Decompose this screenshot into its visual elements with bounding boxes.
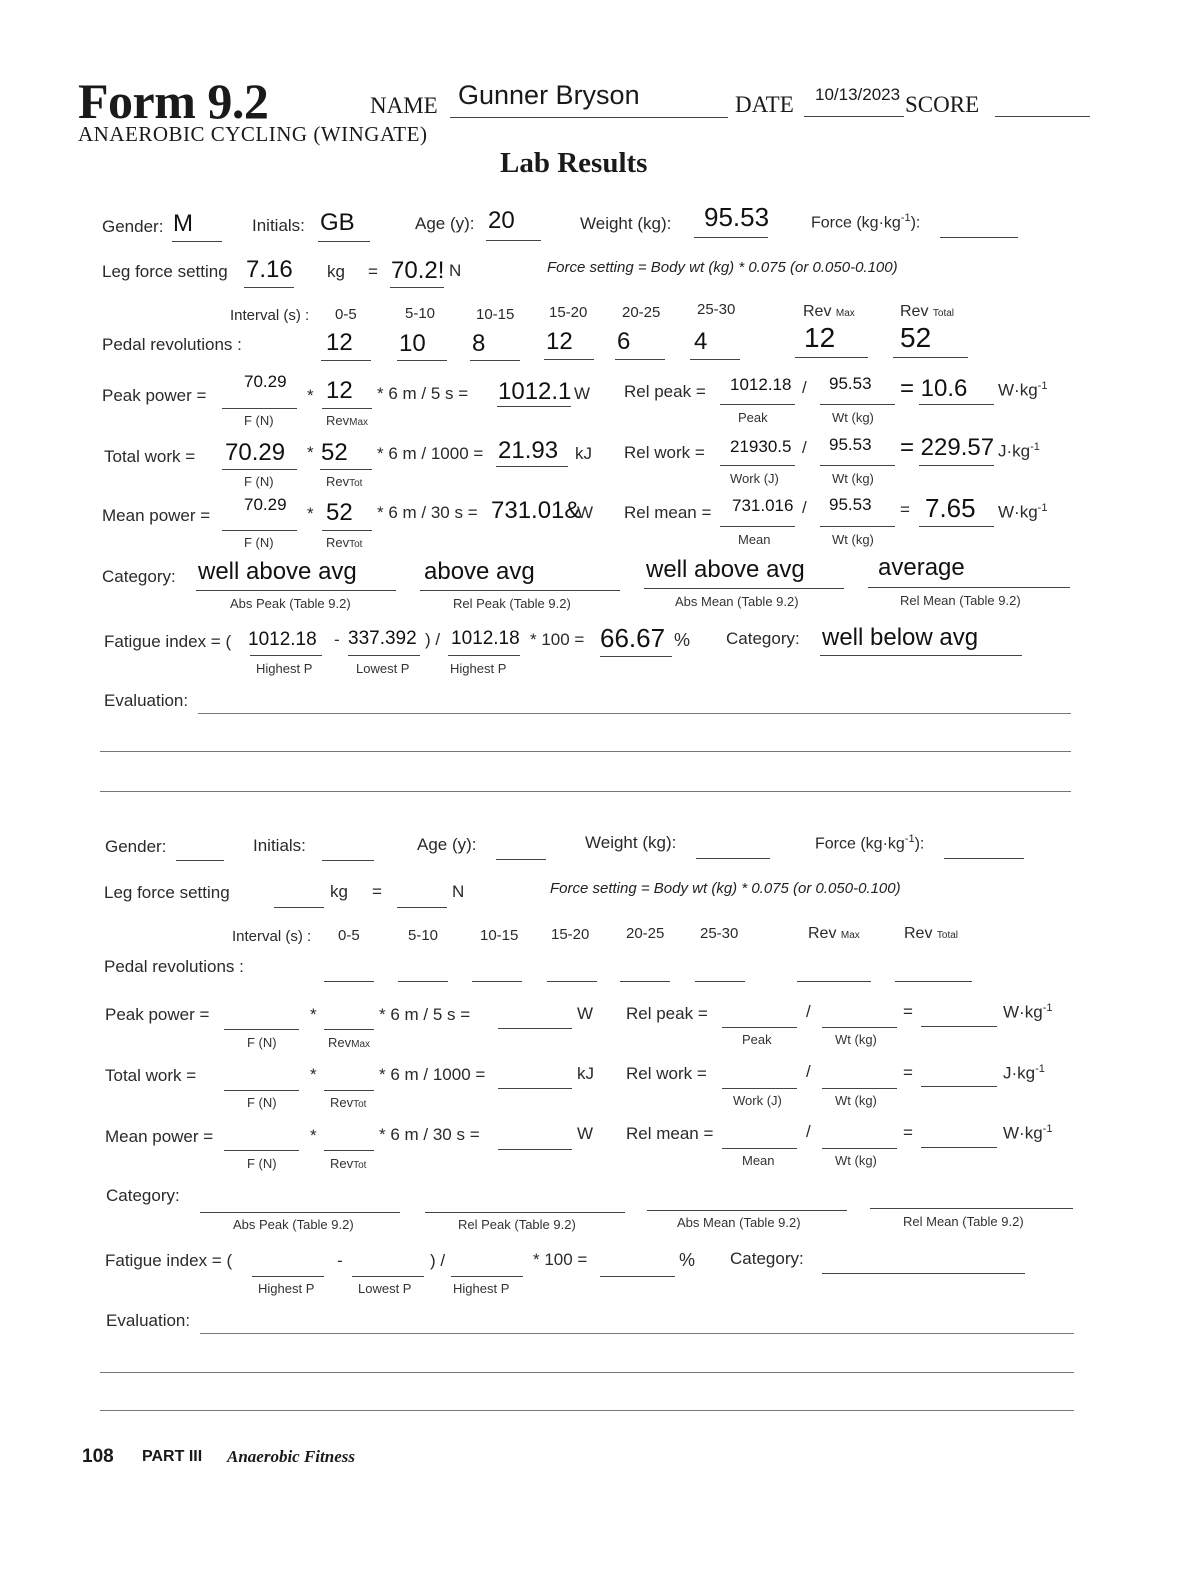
age-line xyxy=(486,240,541,241)
evaluation-line-2-2[interactable] xyxy=(100,1372,1074,1373)
mean-rev-value[interactable]: 52 xyxy=(326,499,353,526)
rel-mean-unit-2: $W\cdot kg^{-1}$ xyxy=(1003,1123,1053,1143)
rel-work-val-line-2[interactable] xyxy=(921,1086,997,1087)
weight-label: Weight (kg): xyxy=(580,214,672,233)
mean-power-label: Mean power = xyxy=(102,506,211,525)
gender-line xyxy=(172,241,222,242)
evaluation-label-2: Evaluation: xyxy=(106,1311,191,1330)
rel-mean-label-2: Rel mean = xyxy=(626,1124,714,1143)
mean-f-line xyxy=(222,530,297,531)
date-line xyxy=(804,116,904,117)
interval-25-30-2: 25-30 xyxy=(700,925,739,942)
mean-star-2: * xyxy=(310,1126,317,1145)
mean-formula: * 6 m / 30 s = xyxy=(377,503,478,522)
rev-line-2-5[interactable] xyxy=(695,981,745,982)
page-number: 108 xyxy=(82,1446,114,1467)
evaluation-line-2-1[interactable] xyxy=(200,1333,1074,1334)
fi-value-line xyxy=(600,656,672,657)
rel-mean-numerator[interactable]: 731.016 xyxy=(732,496,794,515)
work-f-line xyxy=(222,469,297,470)
rel-peak-equals-2: = xyxy=(903,1002,913,1021)
cat-rel-peak-line xyxy=(420,590,620,591)
weight-value[interactable]: 95.53 xyxy=(704,202,770,232)
fi-highest-line-b[interactable] xyxy=(252,1276,324,1277)
fi-lowest-caption-b: Lowest P xyxy=(358,1281,412,1296)
peak-f-caption: F (N) xyxy=(244,413,274,428)
rel-work-caption-2: Work (J) xyxy=(733,1093,782,1108)
mean-w-unit-2: W xyxy=(577,1124,594,1143)
rel-peak-numerator[interactable]: 1012.18 xyxy=(730,375,792,394)
rel-mean-wt-line-2[interactable] xyxy=(822,1148,897,1149)
leg-force-n-value[interactable]: 70.2! xyxy=(391,257,445,284)
rev-line-2-2[interactable] xyxy=(472,981,522,982)
peak-rev-line xyxy=(322,408,372,409)
fi-lowest-line xyxy=(348,655,420,656)
fi-value[interactable]: 66.67 xyxy=(600,623,666,653)
fi-category-label: Category: xyxy=(726,629,800,648)
total-work-label-2: Total work = xyxy=(105,1066,197,1085)
fi-minus: - xyxy=(334,630,340,649)
rel-peak-wt-caption: Wt (kg) xyxy=(832,410,874,425)
rev-total-line-2[interactable] xyxy=(895,981,972,982)
rev-line-2-3[interactable] xyxy=(547,981,597,982)
rel-mean-slash-2: / xyxy=(806,1122,811,1141)
fi-highest-line-2 xyxy=(448,655,520,656)
initials-label-2: Initials: xyxy=(253,836,306,855)
rev-max-line-2[interactable] xyxy=(797,981,871,982)
interval-5-10: 5-10 xyxy=(405,305,436,322)
gender-label: Gender: xyxy=(102,217,164,236)
fi-lowest-caption: Lowest P xyxy=(356,661,410,676)
rev-max-header: Rev Max xyxy=(803,303,855,320)
rel-peak-value[interactable]: = 10.6 xyxy=(900,375,968,402)
rel-mean-unit: $W\cdot kg^{-1}$ xyxy=(998,502,1048,522)
rel-mean-value[interactable]: 7.65 xyxy=(925,493,976,523)
rel-mean-equals: = xyxy=(900,500,910,519)
evaluation-line-2[interactable] xyxy=(100,751,1071,752)
initials-line xyxy=(318,241,370,242)
age-label-2: Age (y): xyxy=(417,835,477,854)
rev-line-5 xyxy=(690,359,740,360)
peak-star-2: * xyxy=(310,1005,317,1024)
peak-watts-value[interactable]: 1012.1 xyxy=(498,378,572,405)
peak-rev-line-2[interactable] xyxy=(324,1029,374,1030)
mean-f-caption-2: F (N) xyxy=(247,1156,277,1171)
fi-highest-caption-b: Highest P xyxy=(258,1281,315,1296)
peak-f-line-2[interactable] xyxy=(224,1029,299,1030)
peak-rev-caption: RevMax xyxy=(326,413,369,428)
fi-times-100-2: * 100 = xyxy=(533,1250,588,1269)
cat-rel-peak-value[interactable]: above avg xyxy=(424,558,535,585)
rel-peak-label-2: Rel peak = xyxy=(626,1004,708,1023)
rev-max-header-2: Rev Max xyxy=(808,925,860,942)
footer-part-title: Anaerobic Fitness xyxy=(227,1447,355,1466)
rel-work-label: Rel work = xyxy=(624,443,705,462)
footer-part: PART III xyxy=(142,1448,203,1465)
force-setting-note: Force setting = Body wt (kg) * 0.075 (or 0.050-0.100) xyxy=(547,259,898,276)
peak-power-label: Peak power = xyxy=(102,386,207,405)
form-title: Form 9.2 xyxy=(78,73,269,129)
fi-highest-value-2[interactable]: 1012.18 xyxy=(451,628,520,649)
peak-rev-caption-2: RevMax xyxy=(328,1035,371,1050)
mean-f-value[interactable]: 70.29 xyxy=(244,495,287,514)
name-label: NAME xyxy=(370,93,438,118)
fi-highest-line xyxy=(250,655,322,656)
rel-work-val-line xyxy=(919,465,994,466)
interval-label: Interval (s) : xyxy=(230,307,310,324)
fi-value-line-b[interactable] xyxy=(600,1276,675,1277)
interval-5-10-2: 5-10 xyxy=(408,927,439,944)
rev-10-15[interactable]: 8 xyxy=(472,330,486,357)
rel-mean-val-line xyxy=(919,526,994,527)
interval-0-5: 0-5 xyxy=(335,306,357,323)
rev-line-4 xyxy=(615,359,665,360)
score-label: SCORE xyxy=(905,92,980,117)
work-f-caption-2: F (N) xyxy=(247,1095,277,1110)
rel-peak-wt-caption-2: Wt (kg) xyxy=(835,1032,877,1047)
interval-20-25: 20-25 xyxy=(622,304,661,321)
rev-20-25[interactable]: 6 xyxy=(617,328,631,355)
evaluation-line-3[interactable] xyxy=(100,791,1071,792)
rel-peak-label: Rel peak = xyxy=(624,382,706,401)
total-work-label: Total work = xyxy=(104,447,196,466)
cat-abs-mean-caption: Abs Mean (Table 9.2) xyxy=(675,594,799,609)
mean-rev-caption: RevTot xyxy=(326,535,363,550)
peak-formula: * 6 m / 5 s = xyxy=(377,384,469,403)
work-rev-caption: RevTot xyxy=(326,474,363,489)
gender-value[interactable]: M xyxy=(173,210,193,237)
cat-abs-peak-line xyxy=(196,590,396,591)
category-label: Category: xyxy=(102,567,176,586)
equals-sign-2: = xyxy=(372,882,382,901)
peak-star: * xyxy=(307,386,314,405)
date-label: DATE xyxy=(735,92,794,117)
peak-f-value[interactable]: 70.29 xyxy=(244,372,287,391)
initials-label: Initials: xyxy=(252,216,305,235)
mean-rev-line-2[interactable] xyxy=(324,1150,374,1151)
cat-abs-peak-caption: Abs Peak (Table 9.2) xyxy=(230,596,351,611)
leg-force-kg-value[interactable]: 7.16 xyxy=(246,256,293,283)
kg-label: kg xyxy=(327,262,345,281)
rel-work-numerator[interactable]: 21930.5 xyxy=(730,437,792,456)
kg-label-2: kg xyxy=(330,882,348,901)
mean-formula-2: * 6 m / 30 s = xyxy=(379,1125,480,1144)
mean-star: * xyxy=(307,504,314,523)
name-value[interactable]: Gunner Bryson xyxy=(458,80,640,110)
rev-25-30[interactable]: 4 xyxy=(694,328,708,355)
leg-force-label-2: Leg force setting xyxy=(104,883,230,902)
rel-mean-caption-2: Mean xyxy=(742,1153,775,1168)
interval-20-25-2: 20-25 xyxy=(626,925,665,942)
pedal-revs-label-2: Pedal revolutions : xyxy=(104,957,244,976)
interval-10-15: 10-15 xyxy=(476,306,515,323)
rev-total-value[interactable]: 52 xyxy=(900,322,932,353)
work-star-2: * xyxy=(310,1065,317,1084)
evaluation-line-1[interactable] xyxy=(198,713,1071,714)
peak-power-label-2: Peak power = xyxy=(105,1005,210,1024)
rev-line-1 xyxy=(397,360,447,361)
rel-work-weight[interactable]: 95.53 xyxy=(829,435,872,454)
fi-category-label-2: Category: xyxy=(730,1249,804,1268)
cat-rel-peak-line-2[interactable] xyxy=(425,1212,625,1213)
cat-rel-mean-value[interactable]: average xyxy=(878,554,965,581)
cat-abs-peak-line-2[interactable] xyxy=(200,1212,400,1213)
leg-force-label: Leg force setting xyxy=(102,262,228,281)
rel-peak-num-line-2[interactable] xyxy=(722,1027,797,1028)
rel-work-equals-2: = xyxy=(903,1063,913,1082)
category-label-2: Category: xyxy=(106,1186,180,1205)
age-label: Age (y): xyxy=(415,214,475,233)
interval-25-30: 25-30 xyxy=(697,301,736,318)
n-label-2: N xyxy=(452,882,465,901)
rev-line-2-4[interactable] xyxy=(620,981,670,982)
initials-line-2[interactable] xyxy=(322,860,374,861)
weight-line-2[interactable] xyxy=(696,858,770,859)
initials-value[interactable]: GB xyxy=(320,209,355,236)
mean-f-caption: F (N) xyxy=(244,535,274,550)
weight-label-2: Weight (kg): xyxy=(585,833,677,852)
force-line[interactable] xyxy=(940,237,1018,238)
rel-mean-num-line-2[interactable] xyxy=(722,1148,797,1149)
fi-highest-caption: Highest P xyxy=(256,661,313,676)
evaluation-line-2-3[interactable] xyxy=(100,1410,1074,1411)
rel-peak-val-line-2[interactable] xyxy=(921,1026,997,1027)
fi-highest-value[interactable]: 1012.18 xyxy=(248,629,317,650)
rel-mean-slash: / xyxy=(802,498,807,517)
fi-lowest-value[interactable]: 337.392 xyxy=(348,628,417,649)
peak-watts-line xyxy=(497,406,571,407)
cat-abs-peak-caption-2: Abs Peak (Table 9.2) xyxy=(233,1217,354,1232)
rev-line-2 xyxy=(470,360,520,361)
work-rev-caption-2: RevTot xyxy=(330,1095,367,1110)
rel-mean-label: Rel mean = xyxy=(624,503,712,522)
mean-watts-value[interactable]: 731.01& xyxy=(491,497,581,524)
peak-f-line xyxy=(222,408,297,409)
rel-mean-equals-2: = xyxy=(903,1123,913,1142)
interval-15-20-2: 15-20 xyxy=(551,926,590,943)
leg-force-kg-line xyxy=(244,287,294,288)
lab-results-title: Lab Results xyxy=(500,147,648,179)
rel-mean-weight[interactable]: 95.53 xyxy=(829,495,872,514)
work-star: * xyxy=(307,443,314,462)
rel-work-unit: $J\cdot kg^{-1}$ xyxy=(998,441,1040,461)
peak-rev-value[interactable]: 12 xyxy=(326,377,353,404)
interval-label-2: Interval (s) : xyxy=(232,928,312,945)
rel-work-num-line-2[interactable] xyxy=(722,1088,797,1089)
work-formula-2: * 6 m / 1000 = xyxy=(379,1065,486,1084)
fatigue-index-label: Fatigue index = ( xyxy=(104,632,232,651)
work-kj-unit: kJ xyxy=(575,444,592,463)
score-line[interactable] xyxy=(995,116,1090,117)
rel-work-unit-2: $J\cdot kg^{-1}$ xyxy=(1003,1063,1045,1083)
rel-peak-weight[interactable]: 95.53 xyxy=(829,374,872,393)
force-line-2[interactable] xyxy=(944,858,1024,859)
rev-line-2-1[interactable] xyxy=(398,981,448,982)
mean-w-unit: W xyxy=(577,503,594,522)
n-label: N xyxy=(449,261,462,280)
fi-percent-2: % xyxy=(679,1250,696,1270)
rev-total-header-2: Rev Total xyxy=(904,925,959,942)
rev-max-line xyxy=(795,357,868,358)
rev-line-0 xyxy=(321,360,371,361)
work-rev-value[interactable]: 52 xyxy=(321,439,348,466)
fi-lowest-line-b[interactable] xyxy=(352,1276,424,1277)
peak-w-unit: W xyxy=(574,384,591,403)
cat-abs-peak-value[interactable]: well above avg xyxy=(198,558,357,585)
cat-rel-mean-line xyxy=(868,587,1070,588)
name-line xyxy=(450,117,728,118)
cat-rel-mean-caption: Rel Mean (Table 9.2) xyxy=(900,593,1021,608)
cat-rel-mean-line-2[interactable] xyxy=(870,1208,1073,1209)
work-f-value[interactable]: 70.29 xyxy=(225,439,286,466)
rel-work-wt-caption: Wt (kg) xyxy=(832,471,874,486)
rel-work-value[interactable]: = 229.57 xyxy=(900,434,995,461)
cat-rel-mean-caption-2: Rel Mean (Table 9.2) xyxy=(903,1214,1024,1229)
fi-highest-caption-2: Highest P xyxy=(450,661,507,676)
rev-5-10[interactable]: 10 xyxy=(399,330,426,357)
rel-peak-caption-2: Peak xyxy=(742,1032,772,1047)
mean-f-line-2[interactable] xyxy=(224,1150,299,1151)
peak-formula-2: * 6 m / 5 s = xyxy=(379,1005,471,1024)
cat-rel-peak-caption: Rel Peak (Table 9.2) xyxy=(453,596,571,611)
rel-mean-wt-line xyxy=(820,526,895,527)
peak-f-caption-2: F (N) xyxy=(247,1035,277,1050)
work-kj-line xyxy=(496,466,568,467)
rel-peak-unit-2: $W\cdot kg^{-1}$ xyxy=(1003,1002,1053,1022)
cat-abs-mean-caption-2: Abs Mean (Table 9.2) xyxy=(677,1215,801,1230)
rev-line-2-0[interactable] xyxy=(324,981,374,982)
rel-peak-wt-line xyxy=(820,404,895,405)
evaluation-label: Evaluation: xyxy=(104,691,189,710)
fi-category-value[interactable]: well below avg xyxy=(822,624,979,651)
rel-work-num-line xyxy=(720,465,795,466)
rel-mean-caption: Mean xyxy=(738,532,771,547)
fi-category-line-b[interactable] xyxy=(822,1273,1025,1274)
leg-force-kg-line-2[interactable] xyxy=(274,907,324,908)
gender-label-2: Gender: xyxy=(105,837,167,856)
rel-work-wt-caption-2: Wt (kg) xyxy=(835,1093,877,1108)
rel-work-slash: / xyxy=(802,438,807,457)
leg-force-n-line xyxy=(390,287,444,288)
cat-abs-mean-value[interactable]: well above avg xyxy=(646,556,805,583)
rev-total-header: Rev Total xyxy=(900,303,955,320)
rel-work-wt-line-2[interactable] xyxy=(822,1088,897,1089)
rev-max-value[interactable]: 12 xyxy=(804,322,836,353)
work-kj-line-2[interactable] xyxy=(498,1088,572,1089)
mean-rev-caption-2: RevTot xyxy=(330,1156,367,1171)
gender-line-2[interactable] xyxy=(176,860,224,861)
fi-highest-caption-b2: Highest P xyxy=(453,1281,510,1296)
interval-15-20: 15-20 xyxy=(549,304,588,321)
rel-peak-num-line xyxy=(720,404,795,405)
fi-minus-2: - xyxy=(337,1251,343,1270)
rel-peak-slash: / xyxy=(802,378,807,397)
fi-close-div-2: ) / xyxy=(430,1251,446,1270)
work-formula: * 6 m / 1000 = xyxy=(377,444,484,463)
rev-line-3 xyxy=(544,359,594,360)
fi-percent: % xyxy=(674,630,691,650)
force-label-2: Force $(kg\cdot kg^{-1})$: xyxy=(815,833,925,853)
fi-close-div: ) / xyxy=(425,630,441,649)
age-line-2[interactable] xyxy=(496,859,546,860)
force-setting-note-2: Force setting = Body wt (kg) * 0.075 (or 0.050-0.100) xyxy=(550,880,901,897)
mean-rev-line xyxy=(322,530,372,531)
fi-highest-line-b2[interactable] xyxy=(451,1276,523,1277)
work-rev-line-2[interactable] xyxy=(324,1090,374,1091)
rel-peak-unit: $W\cdot kg^{-1}$ xyxy=(998,380,1048,400)
force-label: Force $(kg\cdot kg^{-1})$: xyxy=(811,212,921,232)
work-f-line-2[interactable] xyxy=(224,1090,299,1091)
rel-peak-wt-line-2[interactable] xyxy=(822,1027,897,1028)
peak-w-unit-2: W xyxy=(577,1004,594,1023)
cat-rel-peak-caption-2: Rel Peak (Table 9.2) xyxy=(458,1217,576,1232)
work-kj-unit-2: kJ xyxy=(577,1064,594,1083)
rel-mean-wt-caption-2: Wt (kg) xyxy=(835,1153,877,1168)
rel-peak-peak-caption: Peak xyxy=(738,410,768,425)
rel-mean-wt-caption: Wt (kg) xyxy=(832,532,874,547)
form-subtitle: ANAEROBIC CYCLING (WINGATE) xyxy=(78,122,428,146)
rel-work-label-2: Rel work = xyxy=(626,1064,707,1083)
peak-watts-line-2[interactable] xyxy=(498,1028,572,1029)
cat-abs-mean-line xyxy=(644,588,844,589)
interval-0-5-2: 0-5 xyxy=(338,927,360,944)
leg-force-n-line-2[interactable] xyxy=(397,907,447,908)
fi-times-100: * 100 = xyxy=(530,630,585,649)
cat-abs-mean-line-2[interactable] xyxy=(647,1210,847,1211)
date-value[interactable]: 10/13/2023 xyxy=(815,85,901,104)
fatigue-index-label-2: Fatigue index = ( xyxy=(105,1251,233,1270)
rel-work-wt-line xyxy=(820,465,895,466)
fi-category-line xyxy=(820,655,1022,656)
rev-total-line xyxy=(893,357,968,358)
weight-line xyxy=(694,237,768,238)
mean-power-label-2: Mean power = xyxy=(105,1127,214,1146)
rev-0-5[interactable]: 12 xyxy=(326,329,353,356)
rel-work-caption: Work (J) xyxy=(730,471,779,486)
work-kj-value[interactable]: 21.93 xyxy=(498,437,559,464)
rel-mean-num-line xyxy=(720,526,795,527)
pedal-revs-label: Pedal revolutions : xyxy=(102,335,242,354)
work-rev-line xyxy=(320,469,372,470)
rel-peak-slash-2: / xyxy=(806,1002,811,1021)
rev-15-20[interactable]: 12 xyxy=(546,328,573,355)
rel-mean-val-line-2[interactable] xyxy=(921,1147,997,1148)
equals-sign: = xyxy=(368,262,378,281)
mean-watts-line-2[interactable] xyxy=(498,1149,572,1150)
work-f-caption: F (N) xyxy=(244,474,274,489)
interval-10-15-2: 10-15 xyxy=(480,927,519,944)
rel-peak-val-line xyxy=(919,404,994,405)
rel-work-slash-2: / xyxy=(806,1062,811,1081)
age-value[interactable]: 20 xyxy=(488,207,515,234)
